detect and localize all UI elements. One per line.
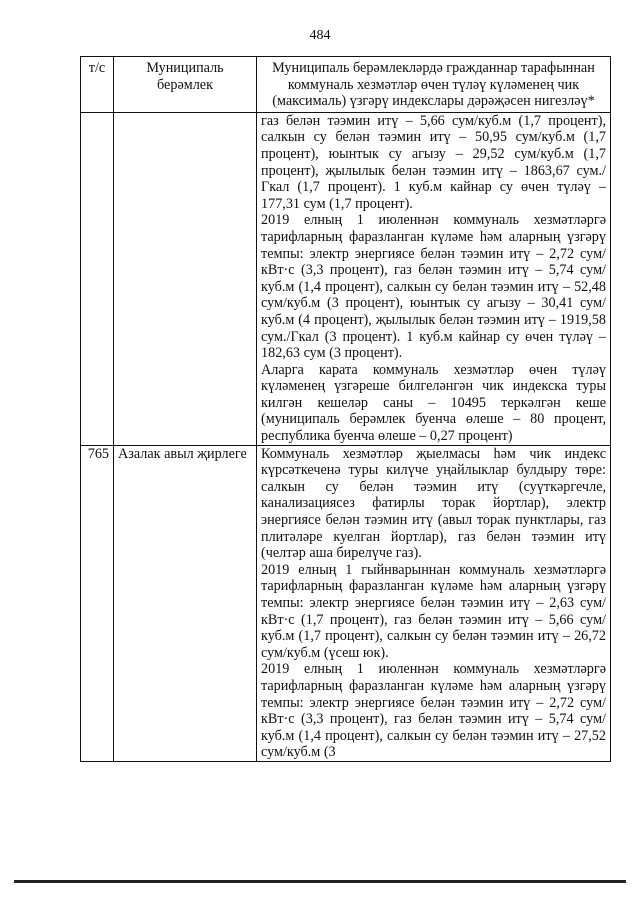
basis-paragraph: 2019 елның 1 гыйнварыннан коммуналь хезмәтләргә тарифларның фаразланган күләме һәм аларның үзгәрү темпы: электр энергиясе белән тәэмин итү – 2,63 сум/кВт·с (1,7 процент), газ белән тәэмин итү – 5,66 сум/куб.м (1,7 процент), салкын су белән тәэмин итү – 26,72 сум/куб.м (үсеш юк). [261, 561, 606, 661]
row-basis-cell [257, 112, 611, 445]
row-num: 765 [81, 445, 114, 761]
basis-paragraph: 2019 елның 1 июленнән коммуналь хезмәтләргә тарифларның фаразланган күләме һәм аларның үзгәрү темпы: электр энергиясе белән тәэмин итү – 2,72 сум/кВт·с (3,3 процент), газ белән тәэмин итү – 5,74 сум/куб.м (1,4 процент), салкын су белән тәэмин итү – 27,52 сум/куб.м (3 [261, 661, 606, 761]
basis-paragraph: газ белән тәэмин итү – 5,66 сум/куб.м (1,7 процент), салкын су белән тәэмин итү – 50,95 сум/куб.м (1,7 процент), юынтык су агызу – 29,52 сум/куб.м (1,7 процент), җылылык белән тәэмин итү – 1863,67 сум./Гкал (1,7 процент). 1 куб.м кайнар су өчен түләү – 177,31 сум (1,7 процент). [261, 112, 606, 212]
page-number: 484 [309, 28, 331, 43]
row-basis-cell [257, 445, 611, 761]
header-municipality: Муниципаль берәмлек [114, 57, 257, 113]
row-municipality [114, 112, 257, 445]
table-row [81, 112, 611, 445]
bottom-border-line [14, 880, 626, 883]
row-municipality: Азалак авыл җирлеге [114, 445, 257, 761]
table-row [81, 445, 611, 761]
table-header-row [81, 57, 611, 113]
basis-paragraph: Аларга карата коммуналь хезмәтләр өчен түләү күләменең үзгәреше билгеләнгән чик индекска туры килгән кешеләр саны – 10495 теркәлгән кеше (муниципаль берәмлек буенча өлеше – 80 процент, республика буенча өлеше – 0,27 процент) [261, 361, 606, 445]
basis-paragraph: Коммуналь хезмәтләр җыелмасы һәм чик индекс күрсәткеченә туры килүче уңайлыклар булдыру төре: салкын су белән тәэмин итү (суүткәргечле, канализациясез фатирлы торак йортлар), электр энергиясе белән тәэмин итү (авыл торак пунктлары, газ плитәләре куелган йортлар), газ белән тәэмин итү (челтәр аша бирелүче газ). [261, 445, 606, 562]
row-num [81, 112, 114, 445]
header-num: т/с [81, 57, 114, 113]
tariff-table [80, 56, 611, 762]
header-basis: Муниципаль берәмлекләрдә гражданнар тарафыннан коммуналь хезмәтләр өчен түләү күләменең чик (максималь) үзгәрү индекслары дәрәҗәсен нигезләү* [257, 57, 611, 113]
basis-paragraph: 2019 елның 1 июленнән коммуналь хезмәтләргә тарифларның фаразланган күләме һәм аларның үзгәрү темпы: электр энергиясе белән тәэмин итү – 2,72 сум/кВт·с (3,3 процент), газ белән тәэмин итү – 5,74 сум/куб.м (1,4 процент), салкын су белән тәэмин итү – 52,48 сум/куб.м (3 процент), юынтык су агызу – 30,41 сум/куб.м (4 процент), җылылык белән тәэмин итү – 1919,58 сум./Гкал (3 процент). 1 куб.м кайнар су өчен түләү – 182,63 сум (3 процент). [261, 212, 606, 362]
